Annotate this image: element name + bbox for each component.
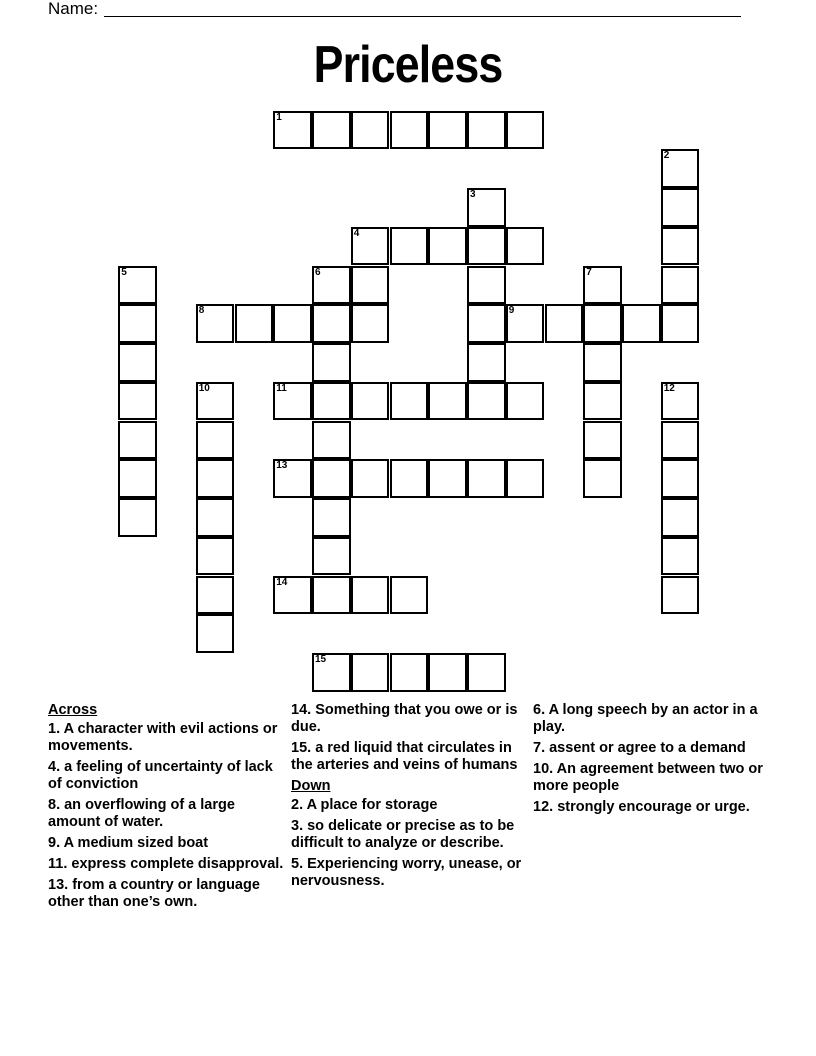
clue-num: 9. bbox=[48, 835, 61, 851]
clue-num: 3. bbox=[291, 818, 304, 834]
clue-text: strongly encourage or urge. bbox=[553, 799, 750, 815]
crossword-cell[interactable] bbox=[506, 304, 545, 343]
clue-num: 12. bbox=[533, 799, 554, 815]
crossword-cell[interactable] bbox=[312, 382, 351, 421]
clue-text: an overflowing of a large amount of water. bbox=[48, 797, 235, 830]
clue-item bbox=[48, 797, 288, 831]
clue-text: a feeling of uncertainty of lack of conviction bbox=[48, 759, 273, 792]
crossword-cell[interactable] bbox=[661, 227, 700, 266]
crossword-cell[interactable] bbox=[351, 576, 390, 615]
crossword-cell[interactable] bbox=[661, 149, 700, 188]
crossword-cell[interactable] bbox=[661, 498, 700, 537]
crossword-cell[interactable] bbox=[312, 111, 351, 150]
clue-item bbox=[291, 797, 526, 814]
crossword-cell[interactable] bbox=[312, 343, 351, 382]
clue-number: 5 bbox=[121, 266, 127, 278]
clue-number: 7 bbox=[586, 266, 592, 278]
crossword-cell[interactable] bbox=[273, 459, 312, 498]
clue-text: A place for storage bbox=[303, 797, 438, 813]
crossword-cell[interactable] bbox=[428, 382, 467, 421]
crossword-cell[interactable] bbox=[428, 459, 467, 498]
clue-number: 3 bbox=[470, 189, 476, 200]
crossword-cell[interactable] bbox=[390, 382, 429, 421]
crossword-cell[interactable] bbox=[467, 188, 506, 227]
across-heading: Across bbox=[48, 702, 98, 718]
clue-text: a red liquid that circulates in the arteries and veins of humans bbox=[291, 740, 518, 773]
puzzle-title: Priceless bbox=[313, 36, 503, 94]
crossword-cell[interactable] bbox=[351, 266, 390, 305]
crossword-cell[interactable] bbox=[390, 227, 429, 266]
crossword-cell[interactable] bbox=[273, 304, 312, 343]
crossword-cell[interactable] bbox=[273, 111, 312, 150]
clue-text: so delicate or precise as to be difficult to analyze or describe. bbox=[291, 818, 515, 851]
crossword-cell[interactable] bbox=[118, 343, 157, 382]
crossword-cell[interactable] bbox=[467, 343, 506, 382]
clue-text: Experiencing worry, unease, or nervousness. bbox=[291, 856, 522, 889]
clue-num: 11. bbox=[48, 856, 68, 872]
crossword-cell[interactable] bbox=[118, 382, 157, 421]
crossword-cell[interactable] bbox=[118, 421, 157, 460]
crossword-cell[interactable] bbox=[467, 382, 506, 421]
crossword-cell[interactable] bbox=[583, 459, 622, 498]
crossword-cell[interactable] bbox=[118, 459, 157, 498]
down-heading: Down bbox=[291, 778, 331, 794]
clue-text: Something that you owe or is due. bbox=[291, 702, 518, 735]
crossword-cell[interactable] bbox=[235, 304, 274, 343]
clue-item bbox=[48, 877, 288, 911]
crossword-cell[interactable] bbox=[196, 537, 235, 576]
clue-item bbox=[291, 818, 526, 852]
crossword-cell[interactable] bbox=[196, 614, 235, 653]
clue-item bbox=[533, 761, 763, 795]
crossword-cell[interactable] bbox=[506, 111, 545, 150]
crossword-cell[interactable] bbox=[312, 498, 351, 537]
crossword-cell[interactable] bbox=[312, 537, 351, 576]
clue-num: 1. bbox=[48, 721, 61, 737]
crossword-cell[interactable] bbox=[196, 304, 235, 343]
clue-text: express complete disapproval. bbox=[67, 856, 284, 872]
clue-item bbox=[291, 856, 526, 890]
crossword-cell[interactable] bbox=[661, 188, 700, 227]
clue-text: A medium sized boat bbox=[60, 835, 209, 851]
crossword-cell[interactable] bbox=[583, 382, 622, 421]
crossword-cell[interactable] bbox=[661, 382, 700, 421]
crossword-cell[interactable] bbox=[390, 653, 429, 692]
crossword-cell[interactable] bbox=[622, 304, 661, 343]
clue-number: 9 bbox=[508, 305, 515, 317]
clue-num: 2. bbox=[291, 797, 304, 813]
clue-column-1 bbox=[48, 702, 288, 915]
clue-item bbox=[291, 740, 526, 774]
crossword-cell[interactable] bbox=[196, 459, 235, 498]
crossword-cell[interactable] bbox=[312, 653, 351, 692]
clue-num: 8. bbox=[48, 797, 61, 813]
clue-number: 8 bbox=[198, 305, 205, 317]
clue-item bbox=[533, 740, 763, 757]
clue-item bbox=[533, 799, 763, 816]
crossword-cell[interactable] bbox=[390, 111, 429, 150]
crossword-cell[interactable] bbox=[196, 498, 235, 537]
crossword-cell[interactable] bbox=[196, 421, 235, 460]
crossword-cell[interactable] bbox=[467, 111, 506, 150]
crossword-cell[interactable] bbox=[467, 227, 506, 266]
crossword-cell[interactable] bbox=[390, 576, 429, 615]
clue-number: 11 bbox=[276, 382, 287, 394]
crossword-cell[interactable] bbox=[312, 459, 351, 498]
clue-num: 4. bbox=[48, 759, 61, 775]
crossword-cell[interactable] bbox=[312, 304, 351, 343]
clue-num: 10. bbox=[533, 761, 554, 777]
crossword-cell[interactable] bbox=[661, 459, 700, 498]
clue-column-2 bbox=[291, 702, 526, 894]
clue-num: 15. bbox=[291, 740, 312, 756]
clue-item bbox=[48, 759, 288, 793]
crossword-cell[interactable] bbox=[351, 111, 390, 150]
clue-text: assent or agree to a demand bbox=[545, 740, 746, 756]
crossword-cell[interactable] bbox=[312, 576, 351, 615]
crossword-cell[interactable] bbox=[351, 653, 390, 692]
clue-number: 14 bbox=[276, 576, 288, 588]
clue-number: 4 bbox=[353, 227, 360, 239]
clue-number: 13 bbox=[276, 460, 288, 472]
crossword-cell[interactable] bbox=[583, 304, 622, 343]
crossword-cell[interactable] bbox=[661, 304, 700, 343]
crossword-cell[interactable] bbox=[583, 266, 622, 305]
crossword-cell[interactable] bbox=[118, 304, 157, 343]
clue-item bbox=[48, 856, 288, 873]
crossword-cell[interactable] bbox=[545, 304, 584, 343]
crossword-cell[interactable] bbox=[428, 653, 467, 692]
clue-text: A long speech by an actor in a play. bbox=[533, 702, 758, 735]
clue-item bbox=[48, 721, 288, 755]
crossword-cell[interactable] bbox=[467, 459, 506, 498]
crossword-cell[interactable] bbox=[351, 382, 390, 421]
crossword-cell[interactable] bbox=[118, 498, 157, 537]
crossword-cell[interactable] bbox=[196, 576, 235, 615]
clue-text: A character with evil actions or movements. bbox=[48, 721, 278, 754]
crossword-cell[interactable] bbox=[390, 459, 429, 498]
clue-text: An agreement between two or more people bbox=[533, 761, 763, 794]
crossword-cell[interactable] bbox=[661, 421, 700, 460]
crossword-cell[interactable] bbox=[506, 459, 545, 498]
clue-number: 6 bbox=[315, 266, 321, 278]
crossword-cell[interactable] bbox=[312, 266, 351, 305]
crossword-cell[interactable] bbox=[583, 421, 622, 460]
clue-num: 7. bbox=[533, 740, 546, 756]
clue-num: 14. bbox=[291, 702, 312, 718]
clue-number: 10 bbox=[198, 382, 210, 394]
clue-column-3 bbox=[533, 702, 763, 820]
clue-text: from a country or language other than one’s own. bbox=[48, 877, 260, 910]
clue-num: 5. bbox=[291, 856, 304, 872]
crossword-cell[interactable] bbox=[351, 304, 390, 343]
clue-num: 6. bbox=[533, 702, 546, 718]
name-label: Name: bbox=[48, 0, 99, 18]
crossword-cell[interactable] bbox=[661, 266, 700, 305]
crossword-cell[interactable] bbox=[273, 576, 312, 615]
crossword-cell[interactable] bbox=[351, 227, 390, 266]
clue-number: 2 bbox=[663, 150, 670, 162]
crossword-cell[interactable] bbox=[506, 382, 545, 421]
crossword-cell[interactable] bbox=[661, 576, 700, 615]
clue-item bbox=[48, 835, 288, 852]
crossword-cell[interactable] bbox=[506, 227, 545, 266]
crossword-cell[interactable] bbox=[312, 421, 351, 460]
crossword-cell[interactable] bbox=[467, 304, 506, 343]
crossword-cell[interactable] bbox=[467, 266, 506, 305]
clue-number: 12 bbox=[663, 382, 675, 394]
crossword-cell[interactable] bbox=[428, 111, 467, 150]
crossword-cell[interactable] bbox=[428, 227, 467, 266]
crossword-cell[interactable] bbox=[583, 343, 622, 382]
clue-number: 1 bbox=[276, 111, 282, 123]
crossword-cell[interactable] bbox=[467, 653, 506, 692]
crossword-cell[interactable] bbox=[196, 382, 235, 421]
clue-number: 15 bbox=[315, 654, 327, 665]
clue-num: 13. bbox=[48, 877, 69, 893]
clue-item bbox=[291, 702, 526, 736]
clue-item bbox=[533, 702, 763, 736]
crossword-cell[interactable] bbox=[118, 266, 157, 305]
crossword-cell[interactable] bbox=[661, 537, 700, 576]
crossword-cell[interactable] bbox=[273, 382, 312, 421]
crossword-cell[interactable] bbox=[351, 459, 390, 498]
